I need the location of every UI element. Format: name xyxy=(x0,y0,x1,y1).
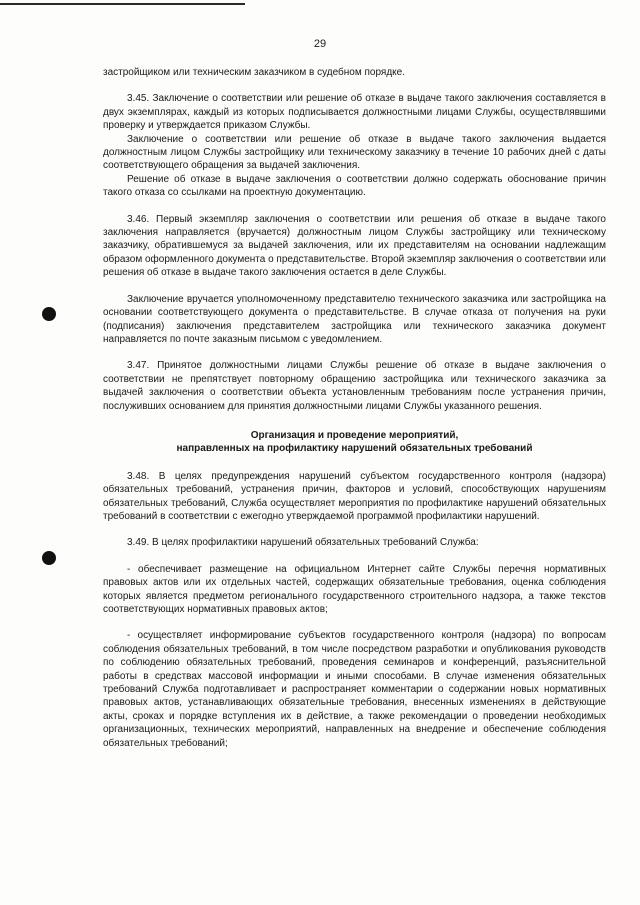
paragraph: Заключение о соответствии или решение об отказе в выдаче такого заключения выдается должностным лицом Службы застройщику или техническому заказчику в течение 10 рабочих дней с даты соответствующего обращения за выдачей заключения. xyxy=(103,133,606,172)
section-heading xyxy=(103,429,606,456)
document-body xyxy=(103,66,606,750)
paragraph-3-49: 3.49. В целях профилактики нарушений обязательных требований Служба: xyxy=(127,537,479,549)
page-number: 29 xyxy=(313,38,327,50)
heading-line-1: Организация и проведение мероприятий, xyxy=(250,429,459,441)
paragraph: застройщиком или техническим заказчиком в судебном порядке. xyxy=(103,67,405,78)
punch-hole xyxy=(42,307,56,321)
scan-edge-line xyxy=(0,3,245,5)
paragraph: Решение об отказе в выдаче заключения о соответствии должно содержать обоснование причин такого отказа со ссылками на проектную документацию. xyxy=(103,173,606,199)
paragraph-3-47: 3.47. Принятое должностными лицами Службы решение об отказе в выдаче заключения о соответствии не препятствует повторному обращению застройщика или технического заказчика за выдачей заключения о соответствии объекта установленным требованиям после устранения причин, послуживших основанием для принятия должностными лицами Службы указанного решения. xyxy=(103,360,606,412)
heading-line-2: направленных на профилактику нарушений обязательных требований xyxy=(176,443,533,455)
list-item: - осуществляет информирование субъектов государственного контроля (надзора) по вопросам соблюдения обязательных требований, в том числе посредством разработки и опубликования руководств по соблюдению обязательных требований, проведения семинаров и конференций, разъяснительной работы в средствах массовой информации и иными способами. В случае изменения обязательных требований Служба подготавливает и распространяет комментарии о содержании новых нормативных правовых актов, устанавливающих обязательные требования, внесенных изменениях в действующие акты, сроках и порядке вступления их в действие, а также рекомендации о проведении необходимых организационных, технических мероприятий, направленных на внедрение и обеспечение соблюдения обязательных требований; xyxy=(103,630,606,749)
paragraph-3-46: 3.46. Первый экземпляр заключения о соответствии или решения об отказе в выдаче такого заключения направляется (вручается) должностным лицом Службы застройщику или техническому заказчику, обратившемуся за выдачей заключения, или их представителям на основании надлежащим образом оформленного документа о представительстве. Второй экземпляр заключения о соответствии или решения об отказе в выдаче такого заключения остается в деле Службы. xyxy=(103,213,607,279)
paragraph: Заключение вручается уполномоченному представителю технического заказчика или застройщика на основании соответствующего документа о представительстве. В случае отказа от получения на руки (подписания) заключения представителем застройщика или технического заказчика документ направляется по почте заказным письмом с уведомлением. xyxy=(103,293,606,345)
punch-hole xyxy=(42,551,56,565)
list-item: - обеспечивает размещение на официальном Интернет сайте Службы перечня нормативных правовых актов или их отдельных частей, содержащих обязательные требования, оценка соблюдения которых является предметом регионального государственного строительного надзора, а также текстов соответствующих нормативных правовых актов; xyxy=(103,563,606,615)
paragraph-3-48: 3.48. В целях предупреждения нарушений субъектом государственного контроля (надзора) обязательных требований, устранения причин, факторов и условий, способствующих нарушениям обязательных требований, Служба осуществляет мероприятия по профилактике нарушений обязательных требований в соответствии с ежегодно утверждаемой программой профилактики нарушений. xyxy=(103,470,606,522)
paragraph-3-45: 3.45. Заключение о соответствии или решение об отказе в выдаче такого заключения составляется в двух экземплярах, каждый из которых подписывается должностными лицами Службы, осуществлявшими проверку и утверждается приказом Службы. xyxy=(103,93,606,132)
